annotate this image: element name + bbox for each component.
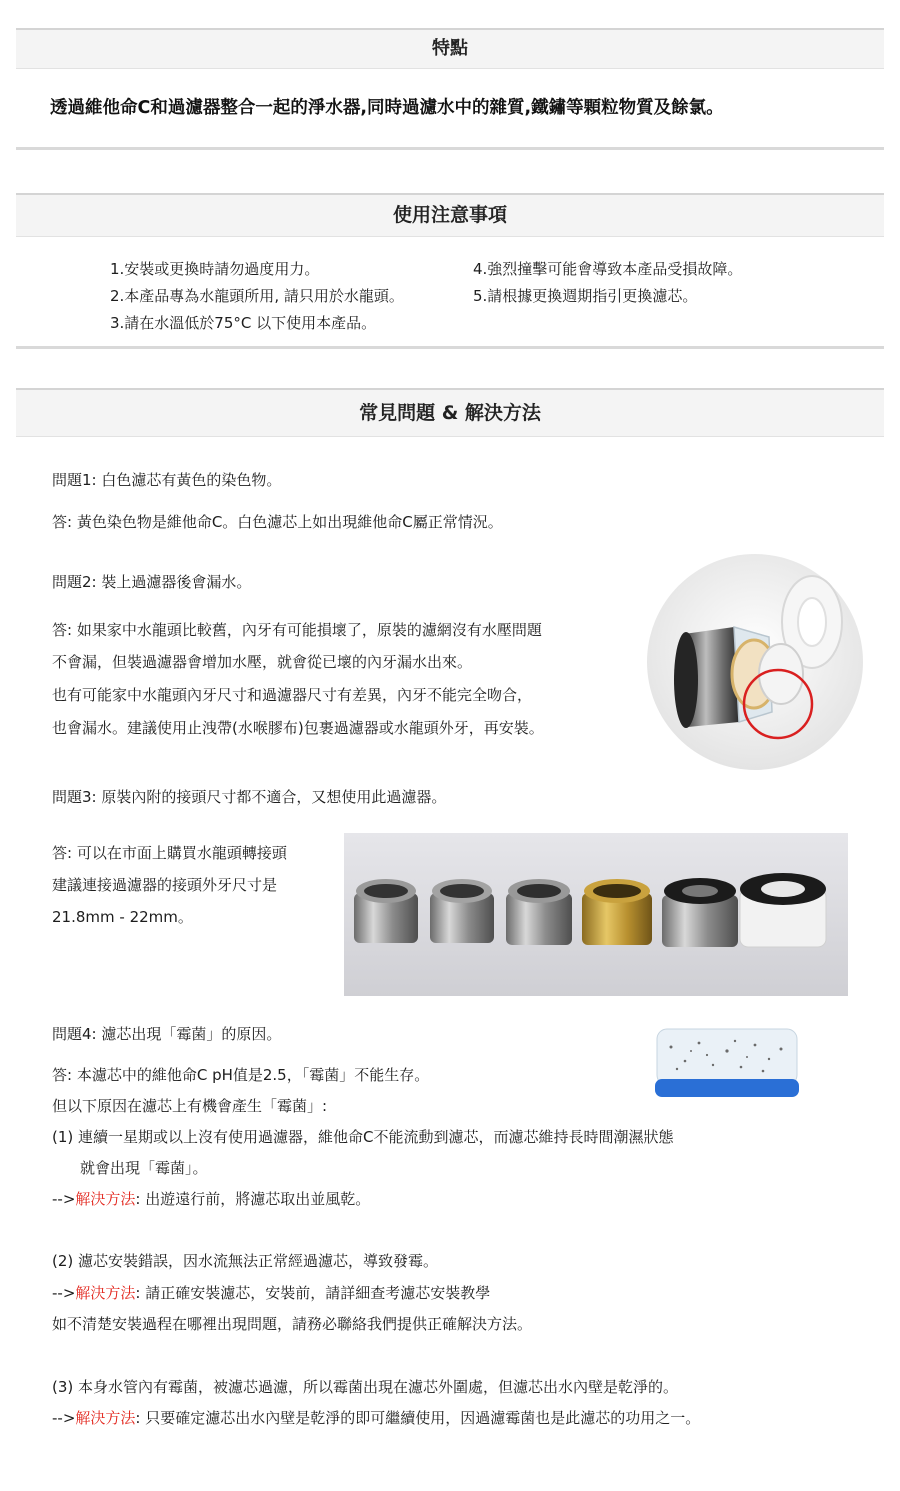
faq-cause-2: (2) 濾芯安裝錯誤，因水流無法正常經過濾芯，導致發霉。: [52, 1252, 439, 1270]
faq-answer-2-line: 也有可能家中水龍頭內牙尺寸和過濾器尺寸有差異，內牙不能完全吻合，: [52, 686, 533, 704]
solution-text: : 只要確定濾芯出水內壁是乾淨的即可繼續使用，因過濾霉菌也是此濾芯的功用之一。: [135, 1409, 701, 1427]
faq-answer-3-line: 答: 可以在市面上購買水龍頭轉接頭: [52, 844, 287, 862]
precautions-heading: 使用注意事項: [392, 204, 507, 226]
precaution-item: 5.請根據更換週期指引更換濾芯。: [473, 287, 698, 305]
arrow-text: -->: [52, 1284, 76, 1302]
arrow-text: -->: [52, 1190, 76, 1208]
faq-answer-3-line: 21.8mm - 22mm。: [52, 908, 193, 926]
faq-answer-4-line: 答: 本濾芯中的維他命C pH值是2.5，「霉菌」不能生存。: [52, 1066, 430, 1084]
faq-question-1: 問題1: 白色濾芯有黃色的染色物。: [52, 471, 282, 489]
faq-cause-1-cont: 就會出現「霉菌」。: [80, 1159, 208, 1177]
faq-question-4: 問題4: 濾芯出現「霉菌」的原因。: [52, 1025, 282, 1043]
section-header-precautions: [16, 193, 884, 237]
faq-heading: 常見問題 & 解決方法: [359, 402, 541, 424]
faq-solution-1: [52, 1188, 370, 1209]
precaution-item: 3.請在水溫低於75°C 以下使用本產品。: [110, 314, 377, 332]
filter-cartridge-photo: [651, 1021, 803, 1101]
faq-answer-3-line: 建議連接過濾器的接頭外牙尺寸是: [52, 876, 278, 894]
faq-answer-2-line: 不會漏，但裝過濾器會增加水壓，就會從已壞的內牙漏水出來。: [52, 653, 473, 671]
faucet-filter-photo: [644, 552, 866, 772]
faq-answer-2-line: 也會漏水。建議使用止洩帶(水喉膠布)包裹過濾器或水龍頭外牙，再安裝。: [52, 719, 544, 737]
faq-answer-4-line: 但以下原因在濾芯上有機會產生「霉菌」:: [52, 1097, 328, 1115]
precaution-item: 1.安裝或更換時請勿過度用力。: [110, 260, 320, 278]
precaution-item: 4.強烈撞擊可能會導致本產品受損故障。: [473, 260, 743, 278]
faq-solution-2-more: 如不清楚安裝過程在哪裡出現問題，請務必聯絡我們提供正確解決方法。: [52, 1315, 533, 1333]
adapters-photo: [344, 833, 848, 996]
solution-label: 解決方法: [75, 1190, 136, 1208]
solution-label: 解決方法: [75, 1284, 136, 1302]
features-description: 透過維他命C和過濾器整合一起的淨水器,同時過濾水中的雜質,鐵鏽等顆粒物質及餘氯。: [50, 98, 724, 118]
solution-text: : 出遊遠行前，將濾芯取出並風乾。: [135, 1190, 371, 1208]
faq-question-3: 問題3: 原裝內附的接頭尺寸都不適合，又想使用此過濾器。: [52, 788, 447, 806]
solution-text: : 請正確安裝濾芯，安裝前，請詳細查考濾芯安裝教學: [135, 1284, 491, 1302]
faq-answer-2-line: 答: 如果家中水龍頭比較舊，內牙有可能損壞了，原裝的濾網沒有水壓問題: [52, 621, 542, 639]
faq-solution-2: [52, 1282, 490, 1303]
precaution-item: 2.本產品專為水龍頭所用, 請只用於水龍頭。: [110, 287, 404, 305]
faq-answer-1: 答: 黃色染色物是維他命C。白色濾芯上如出現維他命C屬正常情況。: [52, 513, 503, 531]
divider: [16, 147, 884, 150]
faq-question-2: 問題2: 裝上過濾器後會漏水。: [52, 573, 252, 591]
solution-label: 解決方法: [75, 1409, 136, 1427]
faq-cause-3: (3) 本身水管內有霉菌，被濾芯過濾，所以霉菌出現在濾芯外圍處，但濾芯出水內壁是乾淨的。: [52, 1378, 679, 1396]
features-heading: 特點: [432, 38, 468, 59]
faq-solution-3: [52, 1407, 700, 1428]
arrow-text: -->: [52, 1409, 76, 1427]
section-header-features: [16, 28, 884, 69]
section-header-faq: [16, 388, 884, 437]
faq-cause-1: (1) 連續一星期或以上沒有使用過濾器，維他命C不能流動到濾芯，而濾芯維持長時間潮濕狀態: [52, 1128, 674, 1146]
divider: [16, 346, 884, 349]
